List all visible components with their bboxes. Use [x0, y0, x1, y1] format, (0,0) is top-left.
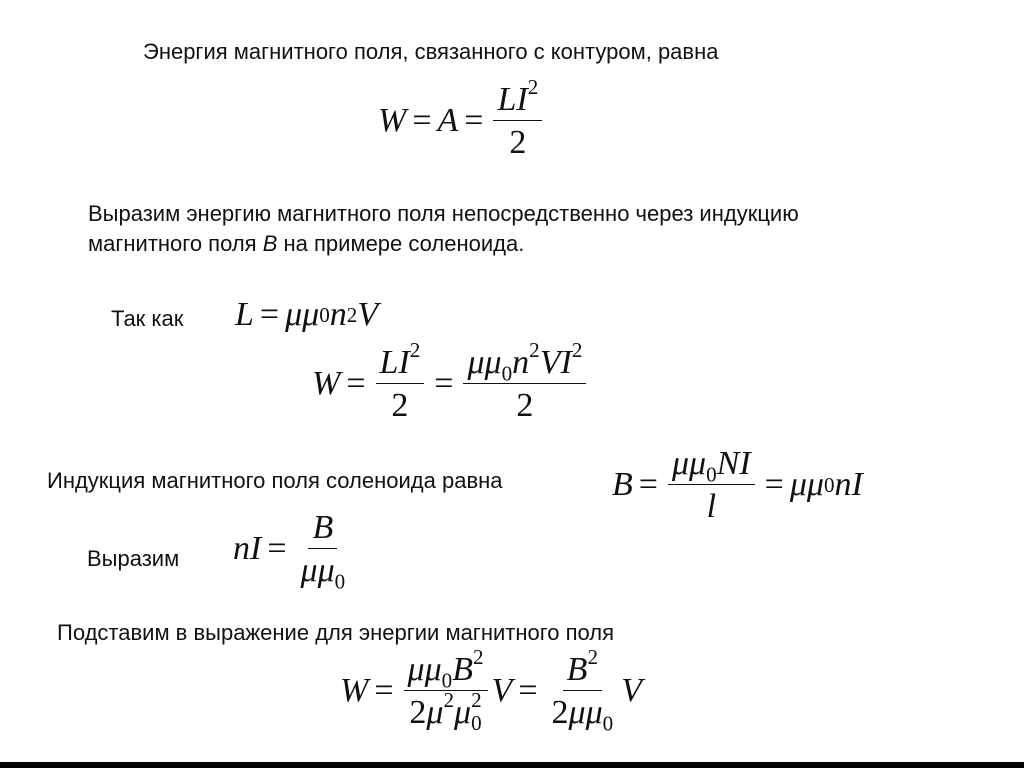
- numerator: [376, 338, 425, 384]
- symbol: nI: [834, 466, 863, 504]
- equals-sign: =: [259, 296, 280, 333]
- exponent: 2: [529, 338, 540, 363]
- symbol: V: [621, 672, 642, 710]
- symbol: NI: [716, 445, 751, 482]
- symbol: μ: [426, 693, 444, 731]
- symbol: B: [612, 466, 633, 504]
- exponent: 2: [472, 645, 484, 670]
- fraction: [493, 75, 542, 161]
- symbol: LI: [497, 81, 528, 118]
- fraction: [404, 645, 488, 736]
- numerator: [493, 75, 542, 121]
- fraction: [376, 338, 425, 424]
- equals-sign: =: [267, 530, 287, 568]
- symbol: LI: [379, 344, 410, 381]
- formula-induction-solenoid: B = $\frac{\mu\mu_0NI}{l}$ = μμ 0 nI: [612, 445, 863, 525]
- subscript: 0: [501, 361, 513, 386]
- subscript: 0: [602, 711, 614, 736]
- fraction: [463, 338, 586, 424]
- symbol: B: [566, 651, 588, 688]
- symbol: L: [235, 296, 254, 333]
- equals-sign: =: [764, 466, 784, 504]
- symbol: μμ: [467, 344, 502, 381]
- symbol: n: [329, 296, 347, 333]
- exponent: 2: [443, 687, 455, 712]
- symbol: W: [340, 672, 369, 710]
- text-part: на примере соленоида.: [277, 231, 525, 256]
- formula-inductance-solenoid: L = μμ 0 n 2 V: [235, 296, 379, 333]
- symbol: μμ: [568, 693, 603, 731]
- equals-sign: =: [518, 672, 538, 710]
- exponent: 2: [409, 338, 421, 363]
- symbol: μμ: [285, 296, 320, 333]
- denominator: 2: [509, 123, 527, 161]
- line-express-energy-2: [88, 231, 524, 257]
- fraction: [548, 645, 618, 736]
- denominator: [548, 691, 618, 736]
- formula-express-ni: [233, 509, 353, 594]
- symbol: μμ: [671, 445, 707, 482]
- numerator: [563, 645, 602, 691]
- numerator: [308, 510, 337, 549]
- symbol: μμ: [789, 466, 824, 504]
- formula-energy-solenoid: [312, 338, 590, 424]
- bottom-border: [0, 762, 1024, 768]
- subscript: 0: [441, 668, 453, 693]
- label-since: Так как: [111, 306, 184, 331]
- denominator: [703, 485, 720, 525]
- line-solenoid-induction: Индукция магнитного поля соленоида равна: [47, 468, 503, 493]
- equals-sign: =: [434, 365, 454, 403]
- symbol: 2: [551, 693, 569, 731]
- subscript: 0: [471, 711, 482, 736]
- exponent: 2: [527, 75, 539, 100]
- exponent: 2: [471, 687, 482, 712]
- symbol: 2: [409, 693, 427, 731]
- symbol: V: [357, 296, 379, 333]
- equals-sign: =: [464, 102, 484, 140]
- line-substitute: Подставим в выражение для энергии магнитного поля: [57, 620, 615, 645]
- equals-sign: =: [374, 672, 394, 710]
- subscript: 0: [334, 569, 346, 594]
- denominator: [405, 687, 485, 736]
- symbol: B: [312, 509, 334, 546]
- var-b: B: [262, 231, 278, 256]
- symbol: μμ: [407, 651, 442, 688]
- symbol: W: [312, 365, 341, 403]
- equals-sign: =: [638, 466, 658, 504]
- formula-energy-inductance: [378, 75, 546, 161]
- numerator: [463, 338, 586, 386]
- formula-energy-induction: [340, 645, 642, 736]
- fraction: [297, 509, 350, 594]
- equals-sign: =: [346, 365, 366, 403]
- line-express-energy: Выразим энергию магнитного поля непосредственно через индукцию: [88, 201, 799, 226]
- text-part: магнитного поля: [88, 231, 263, 256]
- subscript: 0: [706, 462, 717, 487]
- symbol: l: [706, 487, 717, 525]
- line-energy-intro: Энергия магнитного поля, связанного с контуром, равна: [143, 39, 719, 64]
- symbol: μμ: [300, 551, 335, 589]
- symbol: W: [378, 102, 407, 140]
- denominator: 2: [516, 386, 534, 424]
- symbol: V: [491, 672, 513, 710]
- exponent: 2: [587, 645, 598, 670]
- symbol: n: [512, 344, 530, 381]
- numerator: [404, 645, 488, 693]
- equals-sign: =: [412, 102, 432, 140]
- exponent: 2: [571, 338, 583, 363]
- denominator: 2: [391, 386, 409, 424]
- numerator: [668, 446, 755, 485]
- symbol: VI: [539, 344, 572, 381]
- symbol: nI: [233, 530, 262, 568]
- denominator: [297, 549, 350, 594]
- symbol: B: [452, 651, 473, 688]
- symbol: μ: [454, 693, 472, 731]
- symbol: A: [437, 102, 459, 140]
- label-express: Выразим: [87, 546, 180, 571]
- fraction: [668, 446, 755, 524]
